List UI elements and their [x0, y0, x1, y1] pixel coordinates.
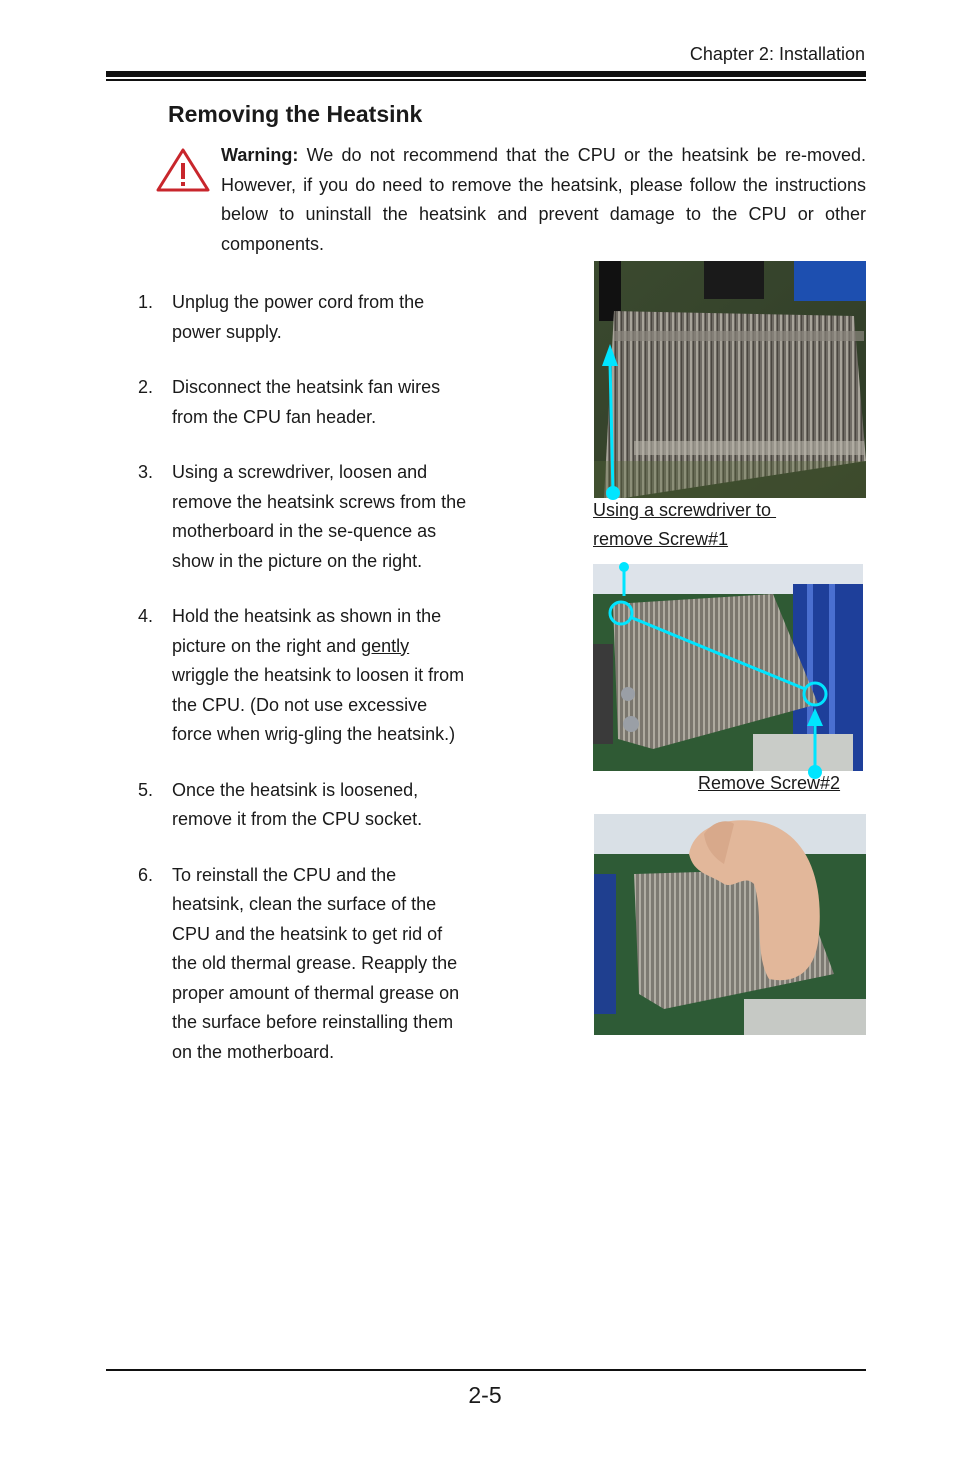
caption-screw2: Remove Screw#2	[698, 773, 841, 793]
step-text: Once the heatsink is loosened, remove it from the CPU socket.	[172, 779, 423, 829]
step-number: 5.	[138, 779, 154, 800]
screw-arrows-overlay	[590, 330, 830, 790]
list-item	[138, 776, 468, 835]
footer-rule	[106, 1369, 866, 1371]
list-item	[138, 458, 468, 576]
step-text: Unplug the power cord from the power supply.	[172, 292, 425, 342]
step-number: 6.	[138, 864, 154, 885]
step-text: To reinstall the CPU and the heatsink, clean the surface of the CPU and the heatsink to get rid of the old thermal grease. Reapply the proper amount of thermal grease on the surface before reinstalling them on the motherboard.	[172, 864, 460, 1062]
chapter-header: Chapter 2: Installation	[689, 44, 865, 64]
warning-icon	[156, 148, 210, 192]
step-text: Using a screwdriver, loosen and remove the heatsink screws from the motherboard in the se-quence as show in the picture on the right.	[172, 462, 467, 571]
header-rule-thin	[106, 79, 866, 81]
heatsink-removal-photo	[594, 814, 866, 1035]
step-number: 1.	[138, 292, 154, 312]
steps-list	[138, 288, 468, 1093]
step-text	[172, 606, 464, 744]
step-number: 4.	[138, 606, 154, 626]
screw1-marker	[610, 602, 632, 624]
page-number: 2-5	[468, 1382, 502, 1408]
emphasis-gently: gently	[361, 635, 410, 656]
screw1-arrow-shaft	[610, 362, 613, 494]
step-text: Disconnect the heatsink fan wires from the CPU fan header.	[172, 377, 441, 427]
screw1-leader-dot	[619, 562, 629, 572]
warning-paragraph	[221, 141, 866, 259]
screw1-arrow-head	[602, 344, 618, 366]
list-item	[138, 602, 468, 750]
list-item	[138, 288, 468, 347]
caption-screw1-line2: remove Screw#1	[593, 529, 729, 549]
warning-label: Warning:	[221, 145, 299, 165]
section-title: Removing the Heatsink	[168, 101, 423, 127]
header-rule-thick	[106, 71, 866, 77]
step-text-post: wriggle the heatsink to loosen it from the CPU. (Do not use excessive force when wrig-gling the heatsink.)	[172, 665, 465, 744]
list-item	[138, 861, 468, 1068]
screw-sequence-line	[630, 617, 805, 689]
screw2-marker	[804, 683, 826, 705]
step-number: 2.	[138, 377, 154, 397]
step-number: 3.	[138, 462, 154, 482]
warning-text: We do not recommend that the CPU or the heatsink be re-moved. However, if you do need to remove the heatsink, please follow the instructions below to uninstall the heatsink and prevent damage to the CPU or other components.	[221, 145, 866, 254]
list-item	[138, 373, 468, 432]
caption-screw1	[593, 496, 776, 554]
screw2-arrow-head	[807, 708, 823, 726]
caption-screw1-line1: Using a screwdriver to	[593, 500, 777, 520]
step-text-pre: Hold the heatsink as shown in the picture on the right and	[172, 606, 442, 656]
